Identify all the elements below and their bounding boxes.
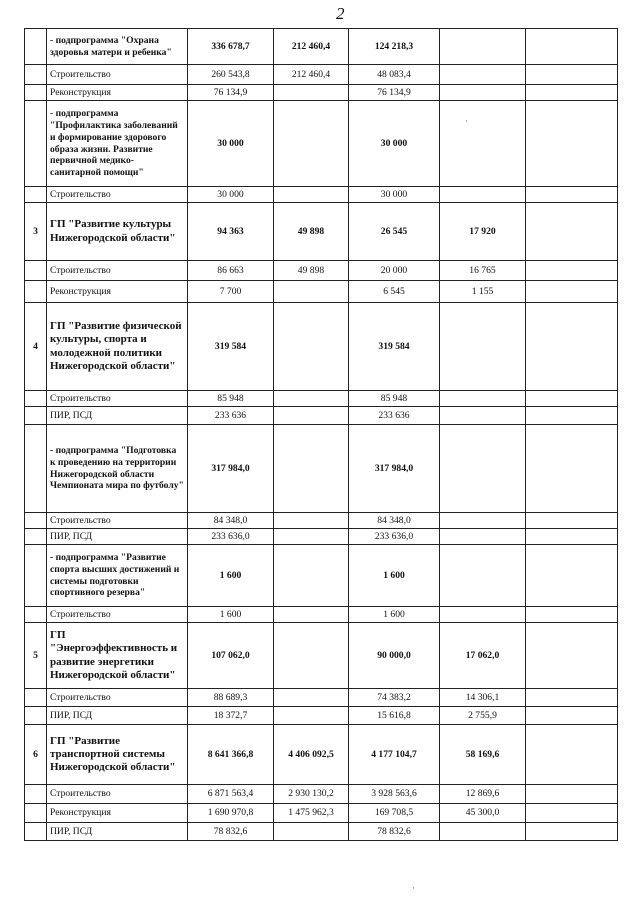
federal-value — [274, 607, 349, 623]
category-row — [25, 187, 618, 203]
federal-value — [274, 689, 349, 707]
item-name: Строительство — [47, 689, 188, 707]
item-name: Строительство — [47, 785, 188, 804]
federal-value — [274, 513, 349, 529]
other-value: 58 169,6 — [440, 725, 526, 785]
item-name: Строительство — [47, 391, 188, 407]
item-name: ПИР, ПСД — [47, 407, 188, 425]
note-cell — [526, 513, 618, 529]
note-cell — [526, 823, 618, 841]
item-name: Строительство — [47, 513, 188, 529]
note-cell — [526, 623, 618, 689]
other-value — [440, 187, 526, 203]
total-value: 78 832,6 — [188, 823, 274, 841]
other-value — [440, 407, 526, 425]
federal-value — [274, 823, 349, 841]
regional-value: 20 000 — [349, 261, 440, 281]
regional-value: 3 928 563,6 — [349, 785, 440, 804]
row-number — [25, 281, 47, 303]
federal-value — [274, 545, 349, 607]
federal-value — [274, 623, 349, 689]
note-cell — [526, 804, 618, 823]
row-number — [25, 823, 47, 841]
total-value: 88 689,3 — [188, 689, 274, 707]
federal-value — [274, 303, 349, 391]
category-row — [25, 804, 618, 823]
item-name: - подпрограмма "Охрана здоровья матери и ребенка" — [47, 29, 188, 65]
federal-value — [274, 425, 349, 513]
category-row — [25, 689, 618, 707]
regional-value: 76 134,9 — [349, 85, 440, 101]
regional-value: 169 708,5 — [349, 804, 440, 823]
subprogram-row — [25, 425, 618, 513]
regional-value: 124 218,3 — [349, 29, 440, 65]
program-row — [25, 725, 618, 785]
total-value: 18 372,7 — [188, 707, 274, 725]
row-number: 6 — [25, 725, 47, 785]
federal-value — [274, 281, 349, 303]
row-number — [25, 804, 47, 823]
federal-value — [274, 391, 349, 407]
regional-value: 4 177 104,7 — [349, 725, 440, 785]
note-cell — [526, 281, 618, 303]
row-number — [25, 425, 47, 513]
item-name: Строительство — [47, 261, 188, 281]
other-value — [440, 101, 526, 187]
item-name: ПИР, ПСД — [47, 529, 188, 545]
federal-value — [274, 407, 349, 425]
item-name: - подпрограмма "Подготовка к проведению на территории Нижегородской области Чемпионата мира по футболу" — [47, 425, 188, 513]
row-number — [25, 65, 47, 85]
total-value: 85 948 — [188, 391, 274, 407]
item-name: - подпрограмма "Развитие спорта высших достижений и системы подготовки спортивного резерва" — [47, 545, 188, 607]
note-cell — [526, 303, 618, 391]
total-value: 30 000 — [188, 187, 274, 203]
other-value: 12 869,6 — [440, 785, 526, 804]
row-number — [25, 689, 47, 707]
federal-value: 49 898 — [274, 203, 349, 261]
note-cell — [526, 707, 618, 725]
item-name: ПИР, ПСД — [47, 823, 188, 841]
note-cell — [526, 545, 618, 607]
regional-value: 84 348,0 — [349, 513, 440, 529]
other-value — [440, 529, 526, 545]
item-name: Реконструкция — [47, 281, 188, 303]
other-value: 14 306,1 — [440, 689, 526, 707]
row-number — [25, 101, 47, 187]
other-value: 17 920 — [440, 203, 526, 261]
row-number: 5 — [25, 623, 47, 689]
total-value: 336 678,7 — [188, 29, 274, 65]
note-cell — [526, 607, 618, 623]
program-row — [25, 623, 618, 689]
regional-value: 1 600 — [349, 607, 440, 623]
regional-value: 30 000 — [349, 187, 440, 203]
item-name: Строительство — [47, 607, 188, 623]
other-value — [440, 545, 526, 607]
other-value — [440, 85, 526, 101]
other-value: 2 755,9 — [440, 707, 526, 725]
total-value: 84 348,0 — [188, 513, 274, 529]
row-number — [25, 261, 47, 281]
category-row — [25, 529, 618, 545]
other-value — [440, 607, 526, 623]
total-value: 233 636 — [188, 407, 274, 425]
note-cell — [526, 391, 618, 407]
total-value: 1 600 — [188, 545, 274, 607]
row-number — [25, 29, 47, 65]
item-name: ГП "Энергоэффективность и развитие энергетики Нижегородской области" — [47, 623, 188, 689]
note-cell — [526, 425, 618, 513]
regional-value: 90 000,0 — [349, 623, 440, 689]
subprogram-row — [25, 29, 618, 65]
category-row — [25, 261, 618, 281]
item-name: Реконструкция — [47, 85, 188, 101]
federal-value — [274, 529, 349, 545]
note-cell — [526, 261, 618, 281]
row-number — [25, 545, 47, 607]
federal-value: 4 406 092,5 — [274, 725, 349, 785]
category-row — [25, 823, 618, 841]
total-value: 30 000 — [188, 101, 274, 187]
federal-value — [274, 85, 349, 101]
note-cell — [526, 689, 618, 707]
regional-value: 48 083,4 — [349, 65, 440, 85]
regional-value: 15 616,8 — [349, 707, 440, 725]
regional-value: 319 584 — [349, 303, 440, 391]
row-number — [25, 391, 47, 407]
regional-value: 1 600 — [349, 545, 440, 607]
total-value: 1 690 970,8 — [188, 804, 274, 823]
note-cell — [526, 725, 618, 785]
other-value — [440, 29, 526, 65]
category-row — [25, 785, 618, 804]
row-number — [25, 407, 47, 425]
row-number — [25, 707, 47, 725]
note-cell — [526, 187, 618, 203]
note-cell — [526, 85, 618, 101]
page-number: 2 — [336, 4, 345, 23]
federal-value: 49 898 — [274, 261, 349, 281]
category-row — [25, 607, 618, 623]
category-row — [25, 85, 618, 101]
item-name: Строительство — [47, 65, 188, 85]
federal-value: 1 475 962,3 — [274, 804, 349, 823]
federal-value — [274, 101, 349, 187]
row-number — [25, 513, 47, 529]
note-cell — [526, 407, 618, 425]
other-value — [440, 391, 526, 407]
total-value: 233 636,0 — [188, 529, 274, 545]
other-value: 45 300,0 — [440, 804, 526, 823]
total-value: 86 663 — [188, 261, 274, 281]
scan-mark: · — [412, 883, 415, 893]
note-cell — [526, 203, 618, 261]
category-row — [25, 707, 618, 725]
row-number — [25, 607, 47, 623]
regional-value: 6 545 — [349, 281, 440, 303]
row-number: 4 — [25, 303, 47, 391]
category-row — [25, 407, 618, 425]
total-value: 94 363 — [188, 203, 274, 261]
item-name: ПИР, ПСД — [47, 707, 188, 725]
item-name: ГП "Развитие физической культуры, спорта и молодежной политики Нижегородской области" — [47, 303, 188, 391]
note-cell — [526, 785, 618, 804]
subprogram-row — [25, 545, 618, 607]
row-number — [25, 85, 47, 101]
regional-value: 26 545 — [349, 203, 440, 261]
total-value: 7 700 — [188, 281, 274, 303]
total-value: 107 062,0 — [188, 623, 274, 689]
item-name: ГП "Развитие культуры Нижегородской области" — [47, 203, 188, 261]
total-value: 319 584 — [188, 303, 274, 391]
note-cell — [526, 101, 618, 187]
other-value — [440, 513, 526, 529]
total-value: 1 600 — [188, 607, 274, 623]
federal-value: 212 460,4 — [274, 65, 349, 85]
federal-value: 212 460,4 — [274, 29, 349, 65]
other-value — [440, 303, 526, 391]
note-cell — [526, 29, 618, 65]
category-row — [25, 391, 618, 407]
category-row — [25, 513, 618, 529]
note-cell — [526, 65, 618, 85]
scan-mark: · — [465, 116, 468, 126]
other-value — [440, 425, 526, 513]
federal-value — [274, 187, 349, 203]
other-value: 1 155 — [440, 281, 526, 303]
regional-value: 233 636 — [349, 407, 440, 425]
program-row — [25, 303, 618, 391]
regional-value: 85 948 — [349, 391, 440, 407]
row-number — [25, 785, 47, 804]
program-row — [25, 203, 618, 261]
other-value: 17 062,0 — [440, 623, 526, 689]
regional-value: 317 984,0 — [349, 425, 440, 513]
item-name: - подпрограмма "Профилактика заболеваний и формирование здорового образа жизни. Развитие первичной медико-санитарной помощи" — [47, 101, 188, 187]
regional-value: 30 000 — [349, 101, 440, 187]
item-name: Строительство — [47, 187, 188, 203]
row-number: 3 — [25, 203, 47, 261]
item-name: Реконструкция — [47, 804, 188, 823]
other-value: 16 765 — [440, 261, 526, 281]
category-row — [25, 65, 618, 85]
item-name: ГП "Развитие транспортной системы Нижегородской области" — [47, 725, 188, 785]
total-value: 76 134,9 — [188, 85, 274, 101]
note-cell — [526, 529, 618, 545]
investment-table — [24, 28, 618, 841]
federal-value — [274, 707, 349, 725]
regional-value: 233 636,0 — [349, 529, 440, 545]
row-number — [25, 187, 47, 203]
total-value: 317 984,0 — [188, 425, 274, 513]
total-value: 8 641 366,8 — [188, 725, 274, 785]
federal-value: 2 930 130,2 — [274, 785, 349, 804]
regional-value: 78 832,6 — [349, 823, 440, 841]
total-value: 6 871 563,4 — [188, 785, 274, 804]
row-number — [25, 529, 47, 545]
subprogram-row — [25, 101, 618, 187]
regional-value: 74 383,2 — [349, 689, 440, 707]
other-value — [440, 65, 526, 85]
other-value — [440, 823, 526, 841]
total-value: 260 543,8 — [188, 65, 274, 85]
category-row — [25, 281, 618, 303]
